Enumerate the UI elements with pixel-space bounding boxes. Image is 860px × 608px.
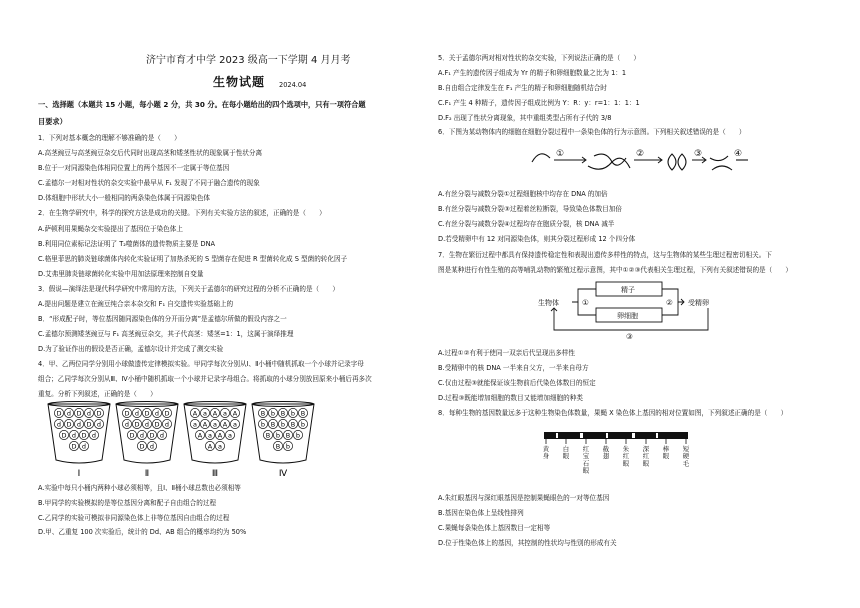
ball-label: d (159, 431, 165, 440)
ball-label: b (295, 431, 301, 440)
question-2-option-c: C.格里菲思的肺炎链球菌体内转化实验证明了加热杀死的 S 型菌存在促进 R 型菌转化成 S 型菌的转化因子 (38, 255, 348, 263)
ball-label: A (222, 420, 228, 429)
ball-label: d (56, 420, 62, 429)
question-8-option-b: B.基因在染色体上呈线性排列 (438, 509, 524, 517)
ball-label: d (86, 409, 92, 418)
ball-label: a (223, 409, 227, 418)
ball-label: b (290, 409, 296, 418)
gene-label: 红宝石眼 (582, 445, 590, 475)
question-8-option-d: D.位于性染色体上的基因，其控制的性状均与性别的形成有关 (438, 539, 617, 547)
ball-label: B (300, 409, 306, 418)
ball-label: d (71, 431, 77, 440)
bucket-numeral: Ⅰ (77, 469, 81, 478)
ball-label: d (124, 420, 130, 429)
ball-label: d (91, 431, 97, 440)
egg-label: 卵细胞 (617, 312, 638, 320)
ball-label: b (260, 420, 266, 429)
zygote-label: 受精卵 (688, 299, 709, 307)
exam-date: 2024.04 (279, 81, 307, 89)
question-6-option-d: D.若受精卵中有 12 对同源染色体，则其分裂过程形成 12 个四分体 (438, 235, 636, 243)
question-7-option-d: D.过程③既能增加细胞的数目又能增加细胞的种类 (438, 394, 583, 402)
ball-label: D (144, 409, 150, 418)
question-8-option-a: A.朱红眼基因与深红眼基因是控制果蝇眼色的一对等位基因 (438, 494, 610, 502)
question-7-option-c: C.仅由过程③就能保证该生物前后代染色体数目的恒定 (438, 379, 596, 387)
ball-label: A (202, 420, 208, 429)
question-2-option-d: D.艾弗里肺炎链球菌转化实验中用加法原理来控制自变量 (38, 270, 204, 278)
chromosome-stage-4 (710, 156, 728, 161)
bucket-numeral: Ⅱ (144, 469, 150, 478)
ball-label: d (154, 409, 160, 418)
ball-label: b (275, 431, 281, 440)
ball-label: B (275, 442, 281, 451)
ball-label: B (280, 409, 286, 418)
ball-label: a (218, 442, 222, 451)
ball-label: d (134, 409, 140, 418)
question-1-option-a: A.高茎豌豆与高茎豌豆杂交后代同时出现高茎和矮茎性状的现象属于性状分离 (38, 149, 263, 157)
ball-label: B (260, 409, 266, 418)
question-4-stem-line3: 重复。分析下列叙述，正确的是（ ） (38, 390, 157, 398)
question-2-option-b: B.利用同位素标记法证明了 T₂噬菌体的遗传物质主要是 DNA (38, 240, 216, 248)
question-5-option-d: D.F₂ 出现了性状分离现象，其中重组类型占所有子代的 3/8 (438, 114, 612, 122)
step-label-1: ① (556, 149, 565, 159)
ball-label: D (61, 431, 67, 440)
section-heading: 一、选择题（本题共 15 小题，每小题 2 分，共 30 分。在每小题给出的四个选项中，只有一项符合题 (38, 100, 366, 109)
gene-label: 棒眼 (662, 445, 670, 461)
ball-label: d (164, 420, 170, 429)
question-6-option-c: C.有丝分裂与减数分裂④过程均存在胞质分裂，核 DNA 减半 (438, 220, 615, 228)
gene-label: 黄身 (542, 445, 550, 461)
bucket-numeral: Ⅳ (278, 469, 288, 478)
question-6-option-b: B.有丝分裂与减数分裂③过程着丝粒断裂，导致染色体数目加倍 (438, 205, 622, 213)
question-1-stem: 1．下列对基本概念的理解不够准确的是（ ） (38, 134, 181, 142)
question-8-stem: 8．每种生物的基因数量远多于这种生物染色体数量，果蝇 X 染色体上基因的相对位置如图，下列叙述正确的是（ ） (438, 409, 788, 417)
ball-label: D (124, 409, 130, 418)
gene-label: 深红眼 (642, 445, 650, 468)
organism-label: 生物体 (538, 299, 559, 307)
ball-label: b (270, 409, 276, 418)
ball-label: a (203, 409, 207, 418)
process-label-3: ③ (626, 332, 633, 340)
question-4-option-a: A.实验中每只小桶内两种小球必须相等，且Ⅰ、Ⅱ桶小球总数也必须相等 (38, 484, 241, 492)
bucket-figure (46, 400, 316, 478)
subject-title: 生物试题 (213, 75, 266, 89)
question-7-stem: 7．生物在繁衍过程中都具有保持遗传稳定性和表现出遗传多样性的特点，这与生物体的某些生理过程密切相关。下 (438, 251, 772, 259)
ball-label: d (66, 409, 72, 418)
process-label-1: ① (582, 298, 589, 307)
question-8-option-c: C.果蝇每条染色体上基因数目一定相等 (438, 524, 551, 532)
ball-label: D (76, 409, 82, 418)
question-4-option-d: D.甲、乙重复 100 次实验后，统计的 Dd、AB 组合的概率均约为 50% (38, 528, 247, 536)
question-3-stem: 3．假说—演绎法是现代科学研究中常用的方法，下列关于孟德尔的研究过程的分析不正确的是（ ） (38, 285, 339, 293)
ball-label: D (129, 431, 135, 440)
chromosome-stage-1 (532, 154, 550, 162)
question-7-option-b: B.受精卵中的核 DNA 一半来自父方，一半来自母方 (438, 364, 589, 372)
question-3-option-a: A.提出问题是建立在豌豆纯合亲本杂交和 F₁ 自交遗传实验基础上的 (38, 300, 234, 308)
bucket-1 (48, 402, 110, 479)
ball-label: B (290, 420, 296, 429)
ball-label: a (208, 431, 212, 440)
bucket-2 (116, 402, 178, 479)
question-7-stem-line2: 图是某种进行有性生殖的高等哺乳动物的繁殖过程示意图，其中①②③代表相关生理过程，下列有关叙述错误的是（ ） (438, 266, 793, 274)
ball-label: d (76, 420, 82, 429)
ball-label: b (280, 420, 286, 429)
ball-label: A (192, 409, 198, 418)
ball-label: D (134, 420, 140, 429)
sperm-label: 精子 (621, 286, 635, 294)
question-3-option-d: D.为了验证作出的假设是否正确，孟德尔设计并完成了测交实验 (38, 345, 224, 353)
ball-label: A (207, 442, 213, 451)
ball-label: a (193, 420, 197, 429)
ball-label: a (213, 420, 217, 429)
ball-label: D (86, 420, 92, 429)
ball-label: B (285, 431, 291, 440)
ball-label: D (154, 420, 160, 429)
step-label-4: ④ (734, 149, 743, 159)
question-5-option-c: C.F₁ 产生 4 种精子，遗传因子组成比例为 Y：R：y：r=1：1：1：1 (438, 99, 640, 107)
ball-label: d (149, 442, 155, 451)
question-5-option-a: A.F₁ 产生的遗传因子组成为 Yr 的精子和卵细胞数量之比为 1：1 (438, 69, 627, 77)
question-3-option-b: B．“形成配子时，等位基因随同源染色体的分开而分离”是孟德尔所做的假设内容之一 (38, 315, 287, 323)
step-label-2: ② (636, 149, 645, 159)
gene-label: 截翅 (602, 445, 610, 461)
question-5-stem: 5．关于孟德尔两对相对性状的杂交实验，下列说法正确的是（ ） (438, 54, 641, 62)
ball-label: d (81, 442, 87, 451)
reproduction-cycle-figure (538, 278, 738, 340)
question-3-option-c: C.孟德尔预测矮茎豌豆与 F₁ 高茎豌豆杂交，其子代高茎：矮茎=1：1，这属于演绎推理 (38, 330, 294, 338)
question-4-option-c: C.乙同学的实验可模拟非同源染色体上非等位基因自由组合的过程 (38, 514, 230, 522)
school-title: 济宁市育才中学 2023 级高一下学期 4 月月考 (146, 55, 351, 66)
ball-label: B (270, 420, 276, 429)
ball-label: b (300, 420, 306, 429)
ball-label: D (149, 431, 155, 440)
ball-label: A (232, 409, 238, 418)
ball-label: D (164, 409, 170, 418)
bucket-4 (252, 402, 314, 479)
ball-label: D (81, 431, 87, 440)
ball-label: a (233, 420, 237, 429)
gene-label: 短硬毛 (682, 445, 690, 468)
question-6-stem: 6．下图为某动物体内的细胞在细胞分裂过程中一条染色体的行为示意图。下列相关叙述错误的是（ ） (438, 128, 746, 136)
ball-label: D (96, 409, 102, 418)
gene-label: 朱红眼 (622, 445, 630, 468)
x-chromosome-figure (536, 428, 696, 488)
question-2-stem: 2．在生物学研究中，科学的探究方法是成功的关键。下列有关实验方法的叙述，正确的是（ ） (38, 209, 326, 217)
bucket-numeral: Ⅲ (211, 469, 219, 478)
gene-label: 白眼 (562, 445, 570, 461)
ball-label: A (217, 431, 223, 440)
ball-label: a (228, 431, 232, 440)
question-5-option-b: B.自由组合定律发生在 F₁ 产生的精子和卵细胞随机结合时 (438, 84, 607, 92)
question-1-option-d: D.体细胞中形状大小一般相同的两条染色体属于同源染色体 (38, 194, 211, 202)
ball-label: D (139, 442, 145, 451)
question-6-option-a: A.有丝分裂与减数分裂①过程细胞核中均存在 DNA 的加倍 (438, 190, 608, 198)
question-1-option-b: B.位于一对同源染色体相同位置上的两个基因不一定属于等位基因 (38, 164, 230, 172)
ball-label: D (56, 409, 62, 418)
ball-label: D (66, 420, 72, 429)
ball-label: b (285, 442, 291, 451)
bucket-3 (184, 402, 246, 479)
ball-label: B (265, 431, 271, 440)
question-4-stem-line2: 组合；乙同学每次分别从Ⅲ、Ⅳ小桶中随机抓取一个小球并记录字母组合。将抓取的小球分别放回原来小桶后再多次 (38, 375, 372, 383)
ball-label: d (96, 420, 102, 429)
ball-label: A (197, 431, 203, 440)
ball-label: A (212, 409, 218, 418)
section-heading-cont: 目要求） (38, 117, 67, 126)
process-label-2: ② (666, 298, 673, 307)
step-label-3: ③ (694, 149, 703, 159)
question-4-option-b: B.甲同学的实验模拟的是等位基因分离和配子自由组合的过程 (38, 499, 217, 507)
question-4-stem: 4．甲、乙两位同学分别用小球做遗传定律模拟实验。甲同学每次分别从Ⅰ、Ⅱ小桶中随机抓取一个小球并记录字母 (38, 360, 364, 368)
ball-label: D (71, 442, 77, 451)
ball-label: d (144, 420, 150, 429)
question-1-option-c: C.孟德尔一对相对性状的杂交实验中最早从 F₁ 发现了不同于融合遗传的现象 (38, 179, 260, 187)
question-7-option-a: A.过程①②有利于使同一双亲后代呈现出多样性 (438, 349, 575, 357)
question-2-option-a: A.萨顿利用果蝇杂交实验提出了基因位于染色体上 (38, 225, 183, 233)
chromosome-behavior-figure (526, 140, 752, 184)
ball-label: d (139, 431, 145, 440)
x-chromosome (544, 432, 688, 439)
chromosome-stage-3 (668, 154, 676, 170)
